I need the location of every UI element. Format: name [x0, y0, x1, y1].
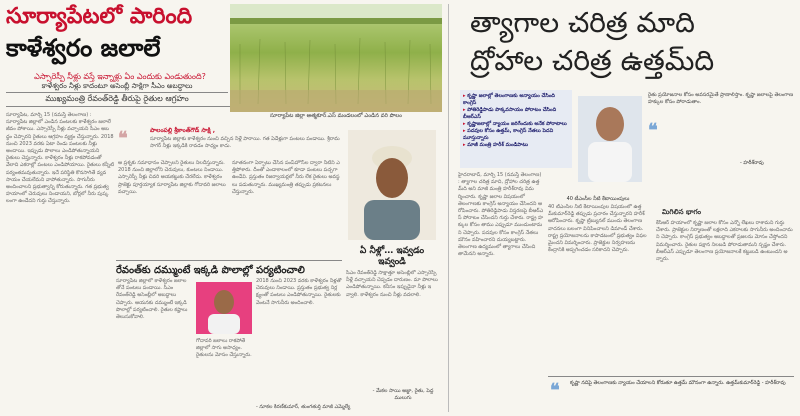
sidebar-column-1: సూర్యాపేట జిల్లాలో కాళేశ్వరం జలాలతోనే పంటలు పండాయి. సీఎం రేవంత్‌రెడ్డి అసెంబ్లీలో అబద్ధాలు చెప్పారు. ఆయనకు దమ్ముంటే ఇక్కడి పొలాల్లో పర్యటించాలి. రైతుల కష్టాలు తెలుసుకోవాలి. [116, 278, 188, 321]
quote-text: సూర్యాపేట జిల్లాకు కాళేశ్వరం నుంచి వచ్చిన నీళ్లే పారాయి. గత ఏడేళ్లుగా పంటలు పండాయి. శ్రీరామసాగర్ నీళ్లు ఇక్కడికి రావడం సాధ్యం కాదు. [150, 136, 340, 150]
leader-portrait-illustration [196, 282, 252, 334]
leader-photo [196, 282, 252, 334]
right-quote-author: - హరీశ్‌రావు [740, 160, 764, 166]
harish-rao-photo [578, 96, 642, 182]
right-quote-mark: ❝ [648, 120, 658, 141]
farmer-byline: - మేకల సాయి అజ్జా, రైతు, పెద్ద ములుగు [372, 388, 434, 401]
field-illustration [230, 4, 442, 112]
divider [548, 376, 794, 377]
key-point: ▸ పదవుల కోసం ఉత్తమ్, కాంగ్రెస్ నేతలు పెదవి మూస్తున్నారు [463, 128, 554, 141]
story-divider [448, 4, 449, 412]
dry-paddy-field-photo [230, 4, 442, 112]
right-headline-line2: ద్రోహాల చరిత్ర ఉత్తమ్‌ది [470, 44, 715, 77]
key-point: ▸ పోతిరెడ్డిపాడు పొక్కవసాయం పోరాటం చేసింది బీఆర్ఎస్ [463, 107, 557, 120]
right-section-subhead: మిగిలిన భాగం [662, 208, 702, 216]
right-body-column-2: 40 టీఎంసీల నీటి కేటాయింపుల విషయంలో ఉత్తమ్‌కుమార్‌రెడ్డి తప్పుడు ప్రచారం చేస్తున్నారని హరీశ్ ఆరోపించారు. కృష్ణా ట్రిబ్యునల్ ముందు తెలంగాణ వాదనలు బలంగా వినిపించాలని డిమాండ్ చేశారు. రాష్ట్ర ప్రయోజనాలను కాపాడటంలో ప్రభుత్వం విఫలమైందని విమర్శించారు. ప్రాజెక్టుల నిర్వహణను కేంద్రానికి అప్పగించడం సరికాదని చెప్పారు. [548, 204, 647, 254]
photo-caption: సూర్యాపేట జిల్లా ఆత్మకూర్.ఎస్ మండలంలో ఎండిన వరి పొలం [270, 113, 402, 119]
bottom-pull-quote: కృష్ణా నదిపై తెలంగాణకు న్యాయం చేయాలని కోరుతూ ఉత్తమ్ మౌనంగా ఉన్నారు. ఉత్తమ్‌కుమార్‌రెడ్డి - హరీశ్‌రావు [570, 380, 786, 386]
sidebar-byline: - నూకల కిరణ్‌కుమార్, తుంగతుర్తి మాజీ ఎమ్మెల్యే [256, 404, 351, 410]
right-body-column-1: హైదరాబాద్, మార్చి 15 (నమస్తే తెలంగాణ) : త్యాగాల చరిత్ర మాది, ద్రోహాల చరిత్ర ఉత్తమ్‌ది అని మాజీ మంత్రి హరీశ్‌రావు విమర్శించారు. కృష్ణా జలాల విషయంలో తెలంగాణకు కాంగ్రెస్ అన్యాయం చేసిందని ఆరోపించారు. పోతిరెడ్డిపాడు విస్తరణపై బీఆర్ఎస్ పోరాటం చేసిందని గుర్తు చేశారు. రాష్ట్ర హక్కుల కోసం తాము ఎప్పుడూ ముందుంటామని చెప్పారు. పదవుల కోసం కాంగ్రెస్ నేతలు మౌనం వహించారని దుయ్యబట్టారు. తెలంగాణ ఉద్యమంలో త్యాగాలు చేసింది తామేనని అన్నారు. [458, 172, 544, 258]
divider [116, 260, 342, 261]
farmer-photo [348, 130, 436, 240]
sidebar-column-2: గోదావరి జలాలు రాకపోతే జిల్లాలో సాగు అసాధ్యం. రైతులను మోసం చేస్తున్నారు. [196, 338, 252, 359]
key-point: ▸ కృష్ణాజలాల్లో న్యాయం జరిగేందుకు అనేక పోరాటాలు [463, 121, 567, 127]
quote-mark: ❝ [118, 128, 128, 149]
farmer-quote-text: సీఎం రేవంత్‌రెడ్డి సాక్షాత్తూ అసెంబ్లీలో ఎస్సారెస్పీ నీళ్లే వచ్చాయని చెప్పడం దారుణం. మా పొలాలు ఎండిపోతున్నాయి. కనీసం ఇప్పుడైనా నీళ్లు ఇవ్వాలి. కాళేశ్వరం నుంచి నీళ్లు వదలాలి. [346, 270, 438, 298]
farmer-quote-caption: ఏ నీళ్లో… ఇవ్వడం ఇవ్వండి [359, 246, 425, 267]
left-headline-line1: సూర్యాపేటలో పారింది [6, 4, 193, 29]
bottom-quote-mark: ❝ [550, 380, 560, 401]
right-headline-line1: త్యాగాల చరిత్ర మాది [470, 6, 695, 39]
body-text: సూర్యాపేట, మార్చి 15 (నమస్తే తెలంగాణ) : సూర్యాపేట జిల్లాలో ఎండిన పంటలకు కాళేశ్వరం జలాలే జీవం పోశాయి. ఎస్సారెస్పీ నీళ్లు వచ్చాయని సీఎం అబద్ధం చెప్పారని రైతులు ఆగ్రహం వ్యక్తం చేస్తున్నారు. 2018 నుంచి 2023 వరకు ఏటా రెండు పంటలకు నీళ్లు అందాయి. ఇప్పుడు పొలాలు ఎండిపోతున్నాయని రైతులు చెప్తున్నారు. కాళేశ్వరం నీళ్లు రాకపోవడంతో వేలాది ఎకరాల్లో పంటలు ఎండిపోయాయి. రైతులు కన్నీటి పర్యంతమవుతున్నారు. ఇదే పరిస్థితి కొనసాగితే వ్యవసాయం చేయలేమని వాపోతున్నారు. సాగునీరు అందించాలని ప్రభుత్వాన్ని కోరుతున్నారు. గత ప్రభుత్వ హయాంలో చెరువులు నిండాయని, బోర్లలో నీరు పుష్కలంగా ఉండేదని గుర్తు చేస్తున్నారు. [6, 112, 114, 205]
left-subhead-2: కాళేశ్వరం నీళ్లు కాదంటూ అసెంబ్లీ సాక్షిగా సీఎం అబద్ధాలు [41, 82, 193, 90]
quote-author-label: పాలంపల్లి శ్రీకాంత్‌గౌడ్ సాక్షి , [150, 127, 216, 134]
harish-portrait-illustration [578, 96, 642, 182]
farmer-portrait-illustration [348, 130, 436, 240]
right-pull-quote: రైతు ప్రయోజనాల కోసం అవసరమైతే ప్రాణాలిస్తాం. కృష్ణా జలాలపై తెలంగాణ హక్కుల కోసం పోరాడుతాం. [648, 92, 794, 105]
sidebar-headline: రేవంత్‌కు దమ్ముంటే ఇక్కడి పొలాల్లో పర్యటించాలి [116, 265, 305, 276]
body-column-1 [6, 112, 114, 412]
left-headline-line2: కాళేశ్వరం జలాలే [6, 34, 161, 62]
right-subheading: 40 టీఎంసీల నీటి కేటాయింపులు [566, 196, 630, 202]
divider [6, 92, 228, 93]
body-column-3: నూతనంగా ఏర్పాటు చేసిన పంప్‌హౌస్‌ల ద్వారా నీటిని ఎత్తిపోశారు. దీంతో ఎండాకాలంలో కూడా పంటలు పచ్చగా ఉండేవి. ప్రస్తుతం రిజర్వాయర్లలో నీరు లేక రైతులు అవస్థలు పడుతున్నారు. ముఖ్యమంత్రి తప్పుడు ప్రకటనలు చేస్తున్నారు. [232, 160, 340, 195]
key-points-box [460, 90, 572, 168]
sidebar-column-3: 2018 నుంచి 2023 వరకు కాళేశ్వరం నీళ్లతో చెరువులు నిండాయి. ప్రస్తుతం ప్రభుత్వ నిర్లక్ష్యంతో పంటలు ఎండిపోతున్నాయి. రైతులకు వెంటనే సాగునీరు అందించాలి. [256, 278, 342, 306]
left-subhead-3: ముఖ్యమంత్రి రేవంత్‌రెడ్డి తీరుపై రైతుల ఆగ్రహం [45, 94, 189, 103]
left-subhead-1: ఎస్సారెస్పీ నీళ్లు వస్తే ఇన్నాళ్లు ఏం ఎందుకు ఎండుతుంది? [34, 72, 206, 81]
key-point: ▸ మాజీ మంత్రి హరీశ్ మండిపాటు [463, 142, 528, 148]
key-point: ▸ కృష్ణా జలాల్లో తెలంగాణకు అన్యాయం చేసింది కాంగ్రెస్ [463, 93, 555, 106]
right-body-column-3: కేసీఆర్ హయాంలో కృష్ణా జలాల కోసం ఎన్నో లేఖలు రాశామని గుర్తు చేశారు. ప్రాజెక్టుల నిర్మాణంతో లక్షలాది ఎకరాలకు సాగునీరు అందించామని చెప్పారు. కాంగ్రెస్ ప్రభుత్వం అబద్ధాలతో ప్రజలను మోసం చేస్తోందని విమర్శించారు. రైతుల పక్షాన నిలబడి పోరాడుతామని స్పష్టం చేశారు. బీఆర్ఎస్ ఎప్పుడూ తెలంగాణ ప్రయోజనాలకే కట్టుబడి ఉంటుందని అన్నారు. [656, 220, 793, 263]
body-column-2: ఆ ప్రశ్నకు సమాధానం చెప్పాలని రైతులు నిలదీస్తున్నారు. 2018 నుంచి జిల్లాలోని చెరువులు, కుంటలు నిండాయి. ఎస్సారెస్పీ నీళ్లు చివరి ఆయకట్టుకు చేరలేదు. కాళేశ్వరం ప్రాజెక్టు పూర్తయ్యాక సూర్యాపేట జిల్లాకు గోదావరి జలాలు వచ్చాయి. [118, 160, 226, 195]
